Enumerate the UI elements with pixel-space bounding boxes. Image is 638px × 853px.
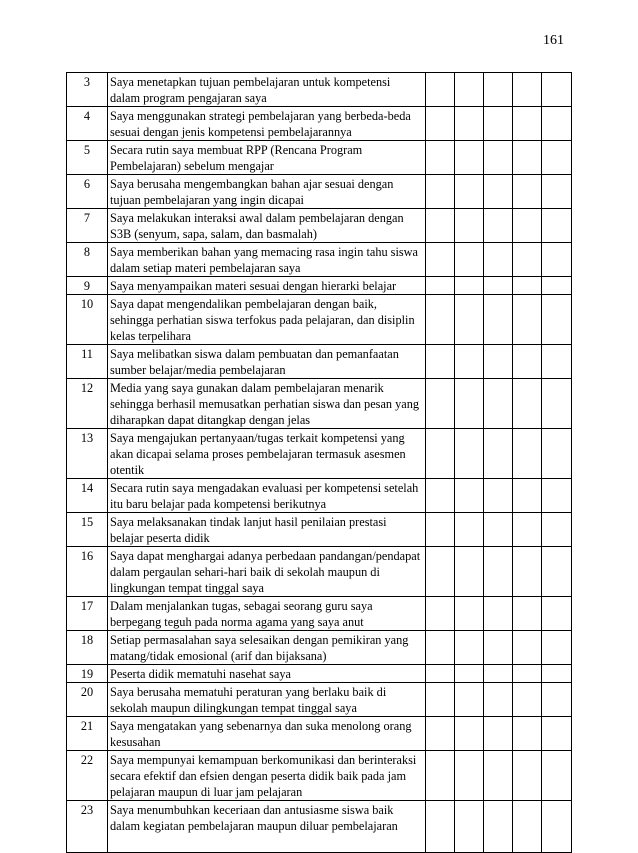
score-cell-2[interactable] bbox=[455, 107, 484, 141]
score-cell-2[interactable] bbox=[455, 345, 484, 379]
score-cell-1[interactable] bbox=[426, 73, 455, 107]
score-cell-4[interactable] bbox=[513, 801, 542, 853]
item-number: 12 bbox=[67, 379, 108, 429]
score-cell-4[interactable] bbox=[513, 665, 542, 683]
score-cell-2[interactable] bbox=[455, 717, 484, 751]
item-statement: Saya memberikan bahan yang memacing rasa ingin tahu siswa dalam setiap materi pembelajaran saya bbox=[108, 243, 426, 277]
score-cell-3[interactable] bbox=[484, 513, 513, 547]
questionnaire-row bbox=[67, 513, 572, 547]
item-statement: Media yang saya gunakan dalam pembelajaran menarik sehingga berhasil memusatkan perhatian siswa dan pesan yang diharapkan dapat ditangkap dengan jelas bbox=[108, 379, 426, 429]
item-number: 22 bbox=[67, 751, 108, 801]
item-statement: Saya menyampaikan materi sesuai dengan hierarki belajar bbox=[108, 277, 426, 295]
score-cell-1[interactable] bbox=[426, 379, 455, 429]
item-number: 3 bbox=[67, 73, 108, 107]
score-cell-1[interactable] bbox=[426, 547, 455, 597]
score-cell-1[interactable] bbox=[426, 345, 455, 379]
item-statement: Saya melaksanakan tindak lanjut hasil penilaian prestasi belajar peserta didik bbox=[108, 513, 426, 547]
item-number: 14 bbox=[67, 479, 108, 513]
item-statement: Saya mempunyai kemampuan berkomunikasi dan berinteraksi secara efektif dan efsien dengan peserta didik baik pada jam pelajaran maupun di luar jam pelajaran bbox=[108, 751, 426, 801]
item-statement: Saya berusaha mematuhi peraturan yang berlaku baik di sekolah maupun dilingkungan tempat tinggal saya bbox=[108, 683, 426, 717]
questionnaire-row bbox=[67, 379, 572, 429]
score-cell-2[interactable] bbox=[455, 665, 484, 683]
score-cell-1[interactable] bbox=[426, 429, 455, 479]
score-cell-3[interactable] bbox=[484, 665, 513, 683]
item-statement: Saya menetapkan tujuan pembelajaran untuk kompetensi dalam program pengajaran saya bbox=[108, 73, 426, 107]
score-cell-1[interactable] bbox=[426, 665, 455, 683]
item-statement: Saya dapat mengendalikan pembelajaran dengan baik, sehingga perhatian siswa terfokus pada pelajaran, dan disiplin kelas terpelihara bbox=[108, 295, 426, 345]
item-statement: Saya mengatakan yang sebenarnya dan suka menolong orang kesusahan bbox=[108, 717, 426, 751]
score-cell-4[interactable] bbox=[513, 243, 542, 277]
item-statement: Dalam menjalankan tugas, sebagai seorang guru saya berpegang teguh pada norma agama yang saya anut bbox=[108, 597, 426, 631]
score-cell-5[interactable] bbox=[542, 175, 572, 209]
questionnaire-row bbox=[67, 597, 572, 631]
score-cell-4[interactable] bbox=[513, 683, 542, 717]
score-cell-5[interactable] bbox=[542, 547, 572, 597]
score-cell-2[interactable] bbox=[455, 801, 484, 853]
questionnaire-row bbox=[67, 141, 572, 175]
item-statement: Saya dapat menghargai adanya perbedaan pandangan/pendapat dalam pergaulan sehari-hari baik di sekolah maupun di lingkungan tempat tinggal saya bbox=[108, 547, 426, 597]
score-cell-5[interactable] bbox=[542, 429, 572, 479]
questionnaire-body bbox=[67, 73, 572, 853]
item-number: 23 bbox=[67, 801, 108, 853]
score-cell-4[interactable] bbox=[513, 209, 542, 243]
score-cell-1[interactable] bbox=[426, 243, 455, 277]
score-cell-5[interactable] bbox=[542, 751, 572, 801]
item-number: 19 bbox=[67, 665, 108, 683]
score-cell-3[interactable] bbox=[484, 73, 513, 107]
score-cell-5[interactable] bbox=[542, 141, 572, 175]
score-cell-3[interactable] bbox=[484, 801, 513, 853]
score-cell-2[interactable] bbox=[455, 277, 484, 295]
score-cell-3[interactable] bbox=[484, 295, 513, 345]
score-cell-5[interactable] bbox=[542, 277, 572, 295]
score-cell-3[interactable] bbox=[484, 141, 513, 175]
score-cell-1[interactable] bbox=[426, 717, 455, 751]
score-cell-3[interactable] bbox=[484, 547, 513, 597]
questionnaire-row bbox=[67, 751, 572, 801]
score-cell-4[interactable] bbox=[513, 175, 542, 209]
questionnaire-row bbox=[67, 479, 572, 513]
score-cell-5[interactable] bbox=[542, 683, 572, 717]
questionnaire-row bbox=[67, 277, 572, 295]
score-cell-5[interactable] bbox=[542, 345, 572, 379]
questionnaire-row bbox=[67, 801, 572, 853]
score-cell-1[interactable] bbox=[426, 209, 455, 243]
score-cell-3[interactable] bbox=[484, 597, 513, 631]
questionnaire-row bbox=[67, 683, 572, 717]
score-cell-2[interactable] bbox=[455, 683, 484, 717]
item-statement: Secara rutin saya mengadakan evaluasi per kompetensi setelah itu baru belajar pada kompetensi berikutnya bbox=[108, 479, 426, 513]
questionnaire-row bbox=[67, 429, 572, 479]
score-cell-2[interactable] bbox=[455, 379, 484, 429]
score-cell-5[interactable] bbox=[542, 107, 572, 141]
score-cell-4[interactable] bbox=[513, 141, 542, 175]
score-cell-5[interactable] bbox=[542, 295, 572, 345]
score-cell-3[interactable] bbox=[484, 429, 513, 479]
score-cell-2[interactable] bbox=[455, 429, 484, 479]
score-cell-4[interactable] bbox=[513, 717, 542, 751]
item-statement: Saya melakukan interaksi awal dalam pembelajaran dengan S3B (senyum, sapa, salam, dan basmalah) bbox=[108, 209, 426, 243]
score-cell-4[interactable] bbox=[513, 107, 542, 141]
score-cell-4[interactable] bbox=[513, 345, 542, 379]
score-cell-5[interactable] bbox=[542, 513, 572, 547]
score-cell-5[interactable] bbox=[542, 631, 572, 665]
score-cell-1[interactable] bbox=[426, 277, 455, 295]
page-number: 161 bbox=[543, 33, 564, 48]
item-statement: Saya menumbuhkan keceriaan dan antusiasme siswa baik dalam kegiatan pembelajaran maupun diluar pembelajaran bbox=[108, 801, 426, 853]
score-cell-5[interactable] bbox=[542, 379, 572, 429]
score-cell-3[interactable] bbox=[484, 107, 513, 141]
score-cell-1[interactable] bbox=[426, 597, 455, 631]
score-cell-4[interactable] bbox=[513, 277, 542, 295]
score-cell-3[interactable] bbox=[484, 717, 513, 751]
score-cell-3[interactable] bbox=[484, 379, 513, 429]
item-statement: Setiap permasalahan saya selesaikan dengan pemikiran yang matang/tidak emosional (arif dan bijaksana) bbox=[108, 631, 426, 665]
questionnaire-row bbox=[67, 547, 572, 597]
score-cell-4[interactable] bbox=[513, 597, 542, 631]
score-cell-3[interactable] bbox=[484, 243, 513, 277]
score-cell-2[interactable] bbox=[455, 479, 484, 513]
item-statement: Peserta didik mematuhi nasehat saya bbox=[108, 665, 426, 683]
score-cell-1[interactable] bbox=[426, 801, 455, 853]
questionnaire-row bbox=[67, 717, 572, 751]
score-cell-2[interactable] bbox=[455, 141, 484, 175]
item-statement: Saya menggunakan strategi pembelajaran yang berbeda-beda sesuai dengan jenis kompetensi pembelajarannya bbox=[108, 107, 426, 141]
questionnaire-row bbox=[67, 243, 572, 277]
item-number: 15 bbox=[67, 513, 108, 547]
item-number: 11 bbox=[67, 345, 108, 379]
score-cell-4[interactable] bbox=[513, 295, 542, 345]
item-statement: Saya berusaha mengembangkan bahan ajar sesuai dengan tujuan pembelajaran yang ingin dicapai bbox=[108, 175, 426, 209]
score-cell-2[interactable] bbox=[455, 73, 484, 107]
score-cell-3[interactable] bbox=[484, 479, 513, 513]
score-cell-3[interactable] bbox=[484, 277, 513, 295]
item-number: 10 bbox=[67, 295, 108, 345]
item-number: 18 bbox=[67, 631, 108, 665]
score-cell-3[interactable] bbox=[484, 683, 513, 717]
score-cell-3[interactable] bbox=[484, 631, 513, 665]
score-cell-2[interactable] bbox=[455, 597, 484, 631]
score-cell-5[interactable] bbox=[542, 717, 572, 751]
score-cell-1[interactable] bbox=[426, 107, 455, 141]
score-cell-2[interactable] bbox=[455, 631, 484, 665]
item-number: 21 bbox=[67, 717, 108, 751]
score-cell-1[interactable] bbox=[426, 513, 455, 547]
score-cell-2[interactable] bbox=[455, 175, 484, 209]
score-cell-5[interactable] bbox=[542, 665, 572, 683]
item-number: 13 bbox=[67, 429, 108, 479]
item-number: 9 bbox=[67, 277, 108, 295]
score-cell-3[interactable] bbox=[484, 345, 513, 379]
score-cell-1[interactable] bbox=[426, 683, 455, 717]
questionnaire-row bbox=[67, 175, 572, 209]
score-cell-2[interactable] bbox=[455, 295, 484, 345]
score-cell-2[interactable] bbox=[455, 513, 484, 547]
score-cell-1[interactable] bbox=[426, 751, 455, 801]
item-number: 20 bbox=[67, 683, 108, 717]
score-cell-1[interactable] bbox=[426, 295, 455, 345]
item-statement: Saya mengajukan pertanyaan/tugas terkait kompetensi yang akan dicapai selama proses pembelajaran termasuk asesmen otentik bbox=[108, 429, 426, 479]
score-cell-4[interactable] bbox=[513, 513, 542, 547]
item-number: 8 bbox=[67, 243, 108, 277]
questionnaire-table bbox=[66, 72, 572, 853]
score-cell-4[interactable] bbox=[513, 429, 542, 479]
score-cell-5[interactable] bbox=[542, 243, 572, 277]
score-cell-1[interactable] bbox=[426, 479, 455, 513]
score-cell-3[interactable] bbox=[484, 751, 513, 801]
questionnaire-row bbox=[67, 631, 572, 665]
item-number: 7 bbox=[67, 209, 108, 243]
score-cell-3[interactable] bbox=[484, 175, 513, 209]
score-cell-5[interactable] bbox=[542, 801, 572, 853]
questionnaire-row bbox=[67, 107, 572, 141]
score-cell-1[interactable] bbox=[426, 631, 455, 665]
score-cell-2[interactable] bbox=[455, 209, 484, 243]
questionnaire-row bbox=[67, 209, 572, 243]
item-number: 6 bbox=[67, 175, 108, 209]
score-cell-5[interactable] bbox=[542, 209, 572, 243]
item-number: 17 bbox=[67, 597, 108, 631]
questionnaire-row bbox=[67, 665, 572, 683]
questionnaire-row bbox=[67, 73, 572, 107]
score-cell-2[interactable] bbox=[455, 243, 484, 277]
score-cell-4[interactable] bbox=[513, 547, 542, 597]
item-statement: Secara rutin saya membuat RPP (Rencana Program Pembelajaran) sebelum mengajar bbox=[108, 141, 426, 175]
score-cell-4[interactable] bbox=[513, 73, 542, 107]
score-cell-4[interactable] bbox=[513, 631, 542, 665]
score-cell-2[interactable] bbox=[455, 547, 484, 597]
item-number: 4 bbox=[67, 107, 108, 141]
score-cell-1[interactable] bbox=[426, 141, 455, 175]
item-number: 16 bbox=[67, 547, 108, 597]
score-cell-4[interactable] bbox=[513, 751, 542, 801]
score-cell-4[interactable] bbox=[513, 479, 542, 513]
questionnaire-row bbox=[67, 295, 572, 345]
score-cell-5[interactable] bbox=[542, 73, 572, 107]
score-cell-4[interactable] bbox=[513, 379, 542, 429]
score-cell-3[interactable] bbox=[484, 209, 513, 243]
score-cell-1[interactable] bbox=[426, 175, 455, 209]
score-cell-5[interactable] bbox=[542, 479, 572, 513]
item-number: 5 bbox=[67, 141, 108, 175]
item-statement: Saya melibatkan siswa dalam pembuatan dan pemanfaatan sumber belajar/media pembelajaran bbox=[108, 345, 426, 379]
score-cell-2[interactable] bbox=[455, 751, 484, 801]
questionnaire-row bbox=[67, 345, 572, 379]
score-cell-5[interactable] bbox=[542, 597, 572, 631]
